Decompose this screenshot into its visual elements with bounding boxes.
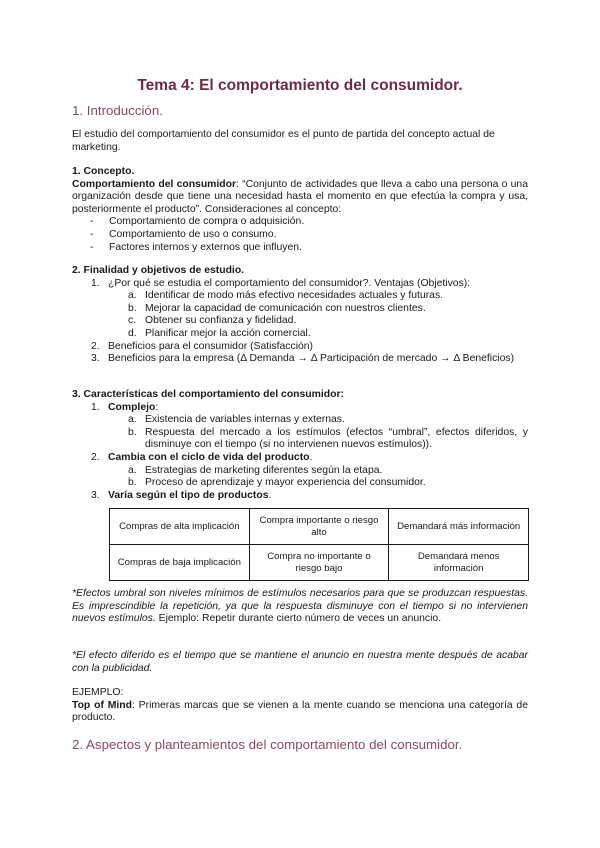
letter-marker: b. — [128, 302, 137, 314]
list-item — [72, 414, 528, 427]
table-cell: Compras de alta implicación — [110, 509, 250, 545]
list-item — [72, 229, 528, 242]
list-item — [72, 290, 528, 303]
caracteristicas-section — [72, 389, 528, 502]
list-item-text: Comportamiento de uso o consumo. — [109, 228, 277, 240]
section-heading-introduccion: 1. Introducción. — [72, 103, 163, 118]
page-title: Tema 4: El comportamiento del consumidor. — [137, 77, 463, 94]
list-item-text: Estrategias de marketing diferentes según la etapa. — [145, 464, 383, 476]
table-cell: Demandará más información — [389, 509, 529, 545]
concepto-definition — [72, 179, 528, 217]
section-heading-aspectos: 2. Aspectos y planteamientos del comportamiento del consumidor. — [72, 737, 463, 752]
concepto-term: Comportamiento del consumidor — [72, 178, 237, 190]
table-row — [110, 545, 529, 581]
letter-marker: a. — [128, 464, 137, 476]
top-of-mind-term: Top of Mind — [72, 699, 132, 711]
list-item — [72, 328, 528, 341]
finalidad-heading: 2. Finalidad y objetivos de estudio. — [72, 265, 245, 276]
list-item-text: Complejo — [108, 401, 156, 413]
ejemplo-label: EJEMPLO: — [72, 687, 124, 698]
list-item-text: ¿Por qué se estudia el comportamiento del consumidor?. Ventajas (Objetivos): — [108, 277, 471, 289]
number-marker: 3. — [91, 353, 100, 365]
list-item — [72, 341, 528, 354]
list-item — [72, 315, 528, 328]
list-item — [72, 490, 528, 503]
list-item — [72, 452, 528, 465]
list-item-text: Cambia con el ciclo de vida del producto — [108, 451, 310, 463]
letter-marker: a. — [128, 414, 137, 426]
list-item — [72, 353, 528, 366]
letter-marker: c. — [128, 315, 137, 327]
table-cell: Compra importante o riesgo alto — [249, 509, 389, 545]
ejemplo-block — [72, 687, 528, 725]
letter-marker: d. — [128, 327, 137, 339]
list-item-text: Existencia de variables internas y externas. — [145, 414, 345, 426]
finalidad-section — [72, 265, 528, 366]
concepto-section — [72, 166, 528, 254]
list-item-text: Identificar de modo más efectivo necesidades actuales y futuras. — [145, 290, 444, 302]
table-cell: Compras de baja implicación — [110, 545, 250, 581]
intro-text: El estudio del comportamiento del consumidor es el punto de partida del concepto actual de marketing. — [72, 129, 495, 153]
list-item — [72, 242, 528, 255]
list-item — [72, 303, 528, 316]
top-of-mind-definition: : Primeras marcas que se vienen a la mente cuando se menciona una categoría de producto. — [72, 699, 528, 724]
list-item-text: Factores internos y externos que influyen. — [109, 241, 302, 253]
concepto-heading: 1. Concepto. — [72, 166, 135, 177]
list-item-text: Proceso de aprendizaje y mayor experiencia del consumidor. — [145, 477, 426, 489]
number-marker: 1. — [91, 277, 100, 289]
letter-marker: a. — [128, 290, 137, 302]
dash-marker: - — [90, 228, 94, 240]
dash-marker: - — [90, 241, 94, 253]
intro-paragraph — [72, 129, 528, 154]
list-item-text: Varía según el tipo de productos — [108, 489, 269, 501]
umbral-note-italic: *Efectos umbral son niveles mínimos de estímulos necesarios para que se produzcan respuestas. Es imprescindible la repetición, ya que la respuesta disminuye con el tiempo si no intervienen nuevos estímulos. — [72, 588, 528, 625]
diferido-note-text: *El efecto diferido es el tiempo que se mantiene el anuncio en nuestra mente después de acabar con la publicidad. — [72, 650, 528, 674]
list-item — [72, 477, 528, 490]
list-item-text: Beneficios para la empresa (Δ Demanda → Δ Participación de mercado → Δ Beneficios) — [108, 353, 515, 365]
table-cell: Demandará menos información — [389, 545, 529, 581]
letter-marker: b. — [128, 477, 137, 489]
list-item — [72, 278, 528, 291]
caracteristicas-heading: 3. Características del comportamiento del consumidor: — [72, 389, 344, 400]
number-marker: 2. — [91, 340, 100, 352]
number-marker: 1. — [91, 401, 100, 413]
umbral-note-plain: Ejemplo: Repetir durante cierto número de veces un anuncio. — [155, 613, 442, 625]
list-item-text: Comportamiento de compra o adquisición. — [109, 216, 305, 228]
list-item — [72, 465, 528, 478]
list-item-text: Respuesta del mercado a los estímulos (efectos “umbral”, efectos diferidos, y disminuye con el tiempo (si no intervienen nuevos estímulos)). — [145, 426, 528, 451]
list-item-punct: : — [155, 401, 159, 413]
list-item — [72, 216, 528, 229]
top-of-mind-text — [72, 700, 528, 725]
list-item-text: Mejorar la capacidad de comunicación con nuestros clientes. — [145, 302, 426, 314]
concepto-definition-text: : “Conjunto de actividades que lleva a cabo una persona o una organización desde que tiene una necesidad hasta el momento en que efectúa la compra y usa, posteriormente el producto”. Consideraciones al concepto: — [72, 178, 528, 215]
list-item-text: Beneficios para el consumidor (Satisfacción) — [108, 340, 314, 352]
letter-marker: b. — [128, 426, 137, 438]
table-cell: Compra no importante o riesgo bajo — [249, 545, 389, 581]
number-marker: 3. — [91, 489, 100, 501]
list-item — [72, 402, 528, 415]
dash-marker: - — [90, 216, 94, 228]
list-item — [72, 427, 528, 452]
umbral-note-text — [72, 588, 528, 626]
table-row — [110, 509, 529, 545]
list-item-punct: . — [268, 489, 272, 501]
list-item-text: Obtener su confianza y fidelidad. — [145, 315, 297, 327]
list-item-punct: . — [309, 451, 313, 463]
implicacion-table — [109, 508, 529, 581]
diferido-note — [72, 650, 528, 675]
umbral-note — [72, 588, 528, 626]
list-item-text: Planificar mejor la acción comercial. — [145, 327, 311, 339]
number-marker: 2. — [91, 451, 100, 463]
